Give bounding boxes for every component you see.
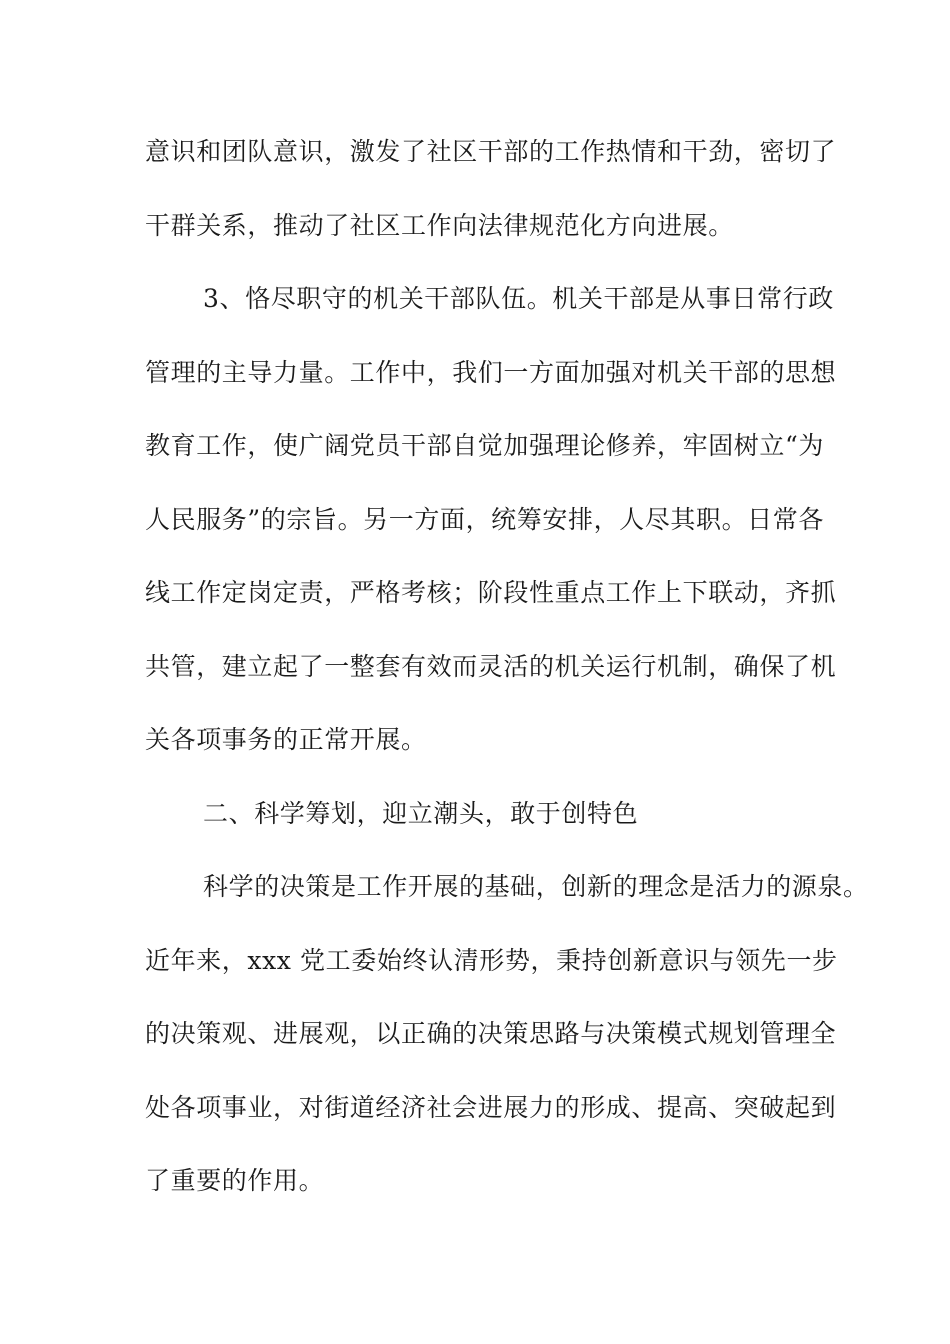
document-body [145,122,869,1225]
paragraph-line: 教育工作，使广阔党员干部自觉加强理论修养，牢固树立“为 [145,431,824,460]
paragraph-line: 3、恪尽职守的机关干部队伍。机关干部是从事日常行政 [203,284,834,313]
paragraph-line: 近年来，xxx 党工委始终认清形势，秉持创新意识与领先一步 [145,945,838,975]
paragraph-line: 处各项事业，对街道经济社会进展力的形成、提高、突破起到 [145,1092,837,1122]
paragraph-line: 科学的决策是工作开展的基础，创新的理念是活力的源泉。 [203,872,869,901]
paragraph-line: 管理的主导力量。工作中，我们一方面加强对机关干部的思想 [145,357,837,387]
paragraph-line: 关各项事务的正常开展。 [145,725,427,754]
paragraph-line: 了重要的作用。 [145,1166,325,1195]
paragraph-line: 的决策观、进展观，以正确的决策思路与决策模式规划管理全 [145,1019,837,1048]
paragraph-line: 干群关系，推动了社区工作向法律规范化方向进展。 [145,210,734,240]
paragraph-line: 意识和团队意识，激发了社区干部的工作热情和干劲，密切了 [145,137,837,166]
paragraph-line: 线工作定岗定责，严格考核；阶段性重点工作上下联动，齐抓 [145,578,837,607]
paragraph-line: 人民服务”的宗旨。另一方面，统筹安排，人尽其职。日常各 [145,504,824,534]
section-heading: 二、科学筹划，迎立潮头，敢于创特色 [203,798,639,828]
paragraph-line: 共管，建立起了一整套有效而灵活的机关运行机制，确保了机 [145,651,837,681]
